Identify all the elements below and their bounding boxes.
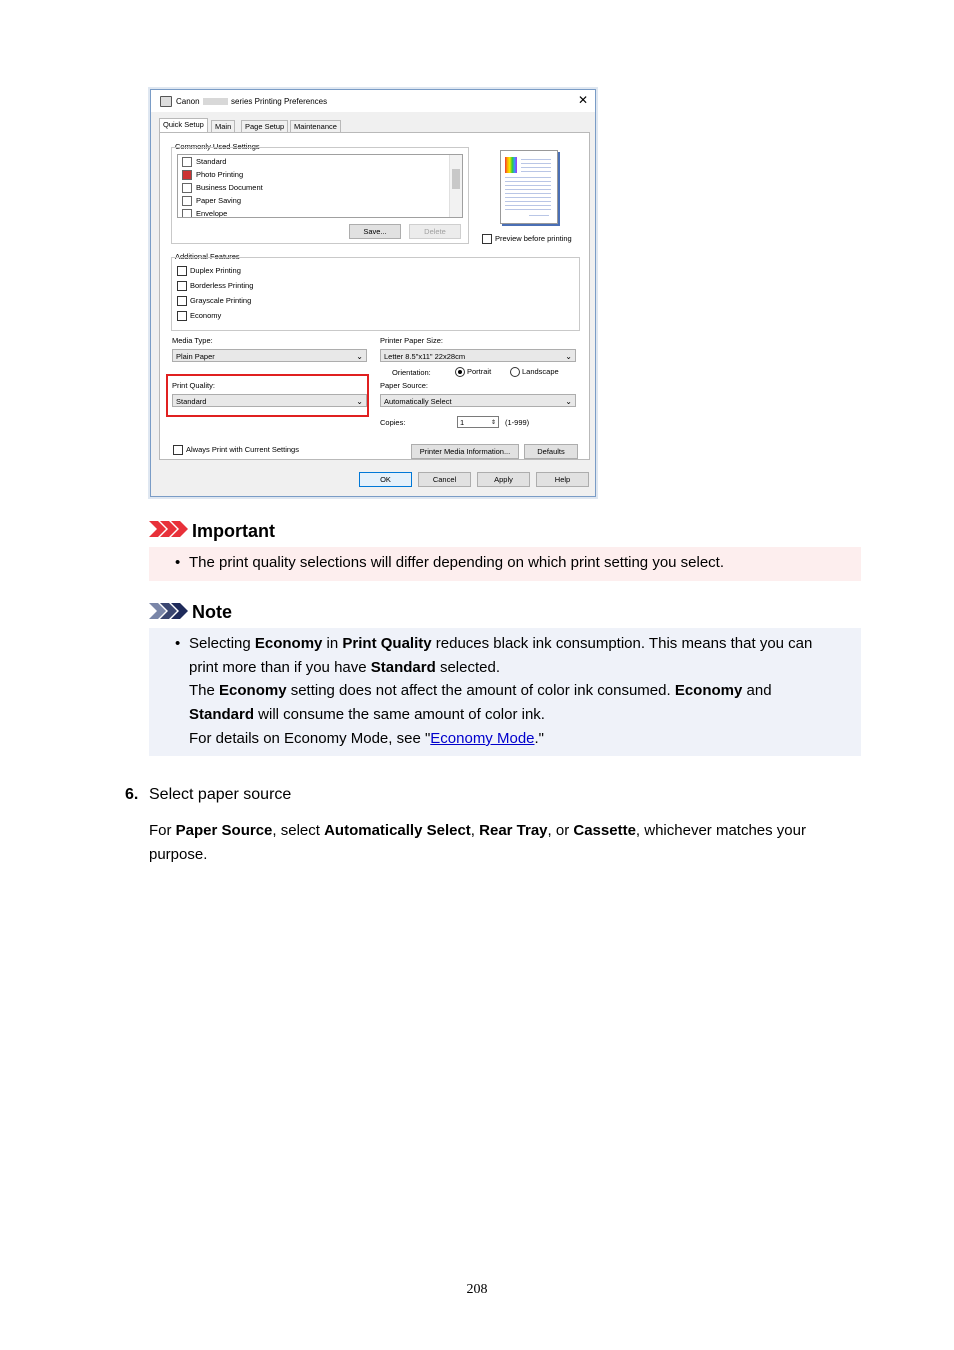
- additional-features-label: Additional Features: [175, 252, 240, 261]
- preview-line: [521, 171, 551, 172]
- text: For details on Economy Mode, see ": [189, 730, 431, 747]
- paper-source-select[interactable]: [380, 394, 576, 407]
- list-scrollbar[interactable]: [449, 155, 462, 217]
- redacted-model-name: [203, 98, 228, 105]
- delete-button[interactable]: Delete: [409, 224, 461, 239]
- list-item[interactable]: [182, 209, 227, 218]
- media-type-value: Plain Paper: [176, 352, 215, 361]
- chevron-down-icon: ⌄: [356, 397, 363, 406]
- preview-line: [521, 167, 551, 168]
- text: in: [322, 635, 343, 652]
- print-quality-value: Standard: [176, 397, 207, 406]
- checkbox-box[interactable]: [177, 311, 187, 321]
- orientation-label: Orientation:: [392, 368, 431, 377]
- paper-source-value: Automatically Select: [384, 397, 452, 406]
- important-arrows-icon: [149, 521, 189, 537]
- bold-text: Automatically Select: [324, 822, 471, 839]
- checkbox-box[interactable]: [482, 234, 492, 244]
- checkbox-label: Grayscale Printing: [190, 296, 252, 305]
- copies-input[interactable]: [457, 416, 499, 428]
- chevron-down-icon: ⌄: [565, 397, 572, 406]
- landscape-radio[interactable]: [510, 367, 559, 377]
- always-print-checkbox[interactable]: [173, 445, 299, 455]
- important-heading: Important: [192, 521, 275, 541]
- note-line-1: [189, 632, 812, 656]
- media-type-select[interactable]: [172, 349, 367, 362]
- text: The: [189, 682, 220, 699]
- radio-dot[interactable]: [455, 367, 465, 377]
- title-prefix: Canon: [176, 97, 200, 106]
- preview-line: [505, 177, 551, 178]
- list-item-label: Envelope: [196, 209, 228, 218]
- chevron-down-icon: ⌄: [356, 352, 363, 361]
- photo-icon: [182, 170, 192, 180]
- cancel-button[interactable]: Cancel: [418, 472, 471, 487]
- list-item[interactable]: [182, 196, 241, 206]
- bold-text: Economy: [674, 682, 743, 699]
- copies-range: (1-999): [505, 418, 530, 427]
- bold-text: Standard: [370, 659, 436, 676]
- preview-line: [521, 159, 551, 160]
- paper-source-label: Paper Source:: [380, 381, 428, 390]
- checkbox-box[interactable]: [177, 296, 187, 306]
- preview-line: [505, 181, 551, 182]
- preview-thumbnail: [500, 150, 558, 224]
- note-line-4: [189, 703, 545, 727]
- tab-quick-setup[interactable]: Quick Setup: [159, 118, 208, 133]
- preview-before-printing-checkbox[interactable]: [482, 234, 572, 244]
- save-button[interactable]: Save...: [349, 224, 401, 239]
- preview-line: [521, 163, 551, 164]
- close-icon[interactable]: ✕: [577, 93, 588, 107]
- text: ,: [470, 822, 480, 839]
- note-heading: Note: [192, 602, 232, 622]
- text: , select: [272, 822, 325, 839]
- chevron-down-icon: ⌄: [565, 352, 572, 361]
- commonly-used-label: Commonly Used Settings: [175, 142, 260, 151]
- bold-text: Cassette: [573, 822, 636, 839]
- copies-label: Copies:: [380, 418, 406, 427]
- borderless-printing-checkbox[interactable]: [177, 281, 253, 291]
- defaults-button[interactable]: Defaults: [524, 444, 578, 459]
- tab-maintenance[interactable]: Maintenance: [290, 120, 341, 133]
- list-item-label: Paper Saving: [196, 196, 242, 205]
- document-icon: [182, 183, 192, 193]
- economy-checkbox[interactable]: [177, 311, 221, 321]
- bullet: •: [175, 554, 181, 571]
- important-text: The print quality selections will differ depending on which print setting you select.: [189, 554, 725, 571]
- bold-text: Economy: [254, 635, 323, 652]
- checkbox-label: Always Print with Current Settings: [186, 445, 299, 454]
- text: print more than if you have: [189, 659, 371, 676]
- text: will consume the same amount of color ink.: [254, 706, 545, 723]
- portrait-radio[interactable]: [455, 367, 491, 377]
- checkbox-label: Duplex Printing: [190, 266, 241, 275]
- note-line-3: [189, 679, 772, 703]
- step-paragraph-line-1: [149, 819, 806, 843]
- text: and: [742, 682, 772, 699]
- preview-line: [505, 205, 551, 206]
- print-quality-highlight: [166, 374, 369, 417]
- printer-media-info-button[interactable]: Printer Media Information...: [411, 444, 519, 459]
- preview-image: [505, 157, 517, 173]
- spinner-arrows-icon[interactable]: ⇕: [490, 420, 496, 426]
- text: .": [534, 730, 544, 747]
- page-number: 208: [466, 1282, 488, 1297]
- tab-page-setup[interactable]: Page Setup: [241, 120, 288, 133]
- standard-icon: [182, 157, 192, 167]
- scrollbar-thumb[interactable]: [452, 169, 460, 189]
- text: selected.: [435, 659, 500, 676]
- step-title: Select paper source: [149, 786, 292, 803]
- preview-line: [505, 189, 551, 190]
- checkbox-box[interactable]: [177, 266, 187, 276]
- dialog-title-bar: [151, 90, 595, 112]
- dialog-title: [176, 97, 327, 106]
- bold-text: Standard: [189, 706, 255, 723]
- checkbox-box[interactable]: [173, 445, 183, 455]
- ok-button[interactable]: OK: [359, 472, 412, 487]
- bold-text: Print Quality: [342, 635, 432, 652]
- paper-size-value: Letter 8.5"x11" 22x28cm: [384, 352, 466, 361]
- list-item[interactable]: [182, 170, 243, 180]
- radio-label: Landscape: [522, 367, 559, 376]
- commonly-used-list[interactable]: [177, 154, 463, 218]
- note-line-2: [189, 656, 500, 680]
- text: reduces black ink consumption. This means that you can: [431, 635, 813, 652]
- printer-paper-size-select[interactable]: [380, 349, 576, 362]
- grayscale-printing-checkbox[interactable]: [177, 296, 251, 306]
- list-item[interactable]: [182, 157, 226, 167]
- help-button[interactable]: Help: [536, 472, 589, 487]
- printer-paper-size-label: Printer Paper Size:: [380, 336, 443, 345]
- checkbox-label: Preview before printing: [495, 234, 572, 243]
- bullet: •: [175, 635, 181, 652]
- preview-line: [505, 209, 551, 210]
- title-suffix: series Printing Preferences: [231, 97, 328, 106]
- checkbox-label: Borderless Printing: [190, 281, 254, 290]
- bold-text: Rear Tray: [479, 822, 548, 839]
- radio-label: Portrait: [467, 367, 492, 376]
- bold-text: Economy: [219, 682, 287, 699]
- paper-saving-icon: [182, 196, 192, 206]
- printer-icon: [160, 96, 172, 107]
- note-line-5: [189, 727, 544, 751]
- checkbox-box[interactable]: [177, 281, 187, 291]
- list-item[interactable]: [182, 183, 263, 193]
- preview-line: [529, 215, 549, 216]
- list-item-label: Business Document: [196, 183, 263, 192]
- list-item-label: Standard: [196, 157, 227, 166]
- text: , or: [547, 822, 574, 839]
- text: , whichever matches your: [635, 822, 806, 839]
- print-quality-label: Print Quality:: [172, 381, 215, 390]
- text: Selecting: [189, 635, 255, 652]
- step-paragraph-line-2: purpose.: [149, 846, 208, 863]
- step-number: 6.: [125, 786, 139, 803]
- note-arrows-icon: [149, 603, 189, 619]
- tab-main[interactable]: Main: [211, 120, 235, 133]
- printing-preferences-dialog: [150, 89, 596, 497]
- preview-line: [505, 197, 551, 198]
- apply-button[interactable]: Apply: [477, 472, 530, 487]
- preview-line: [505, 193, 551, 194]
- duplex-printing-checkbox[interactable]: [177, 266, 241, 276]
- checkbox-label: Economy: [190, 311, 222, 320]
- envelope-icon: [182, 209, 192, 218]
- list-item-label: Photo Printing: [196, 170, 244, 179]
- text: For: [149, 822, 176, 839]
- preview-line: [505, 201, 551, 202]
- media-type-label: Media Type:: [172, 336, 213, 345]
- preview-line: [505, 185, 551, 186]
- radio-dot[interactable]: [510, 367, 520, 377]
- text: setting does not affect the amount of color ink consumed.: [286, 682, 675, 699]
- copies-value: 1: [460, 418, 465, 427]
- economy-mode-link[interactable]: Economy Mode: [430, 730, 535, 747]
- bold-text: Paper Source: [175, 822, 273, 839]
